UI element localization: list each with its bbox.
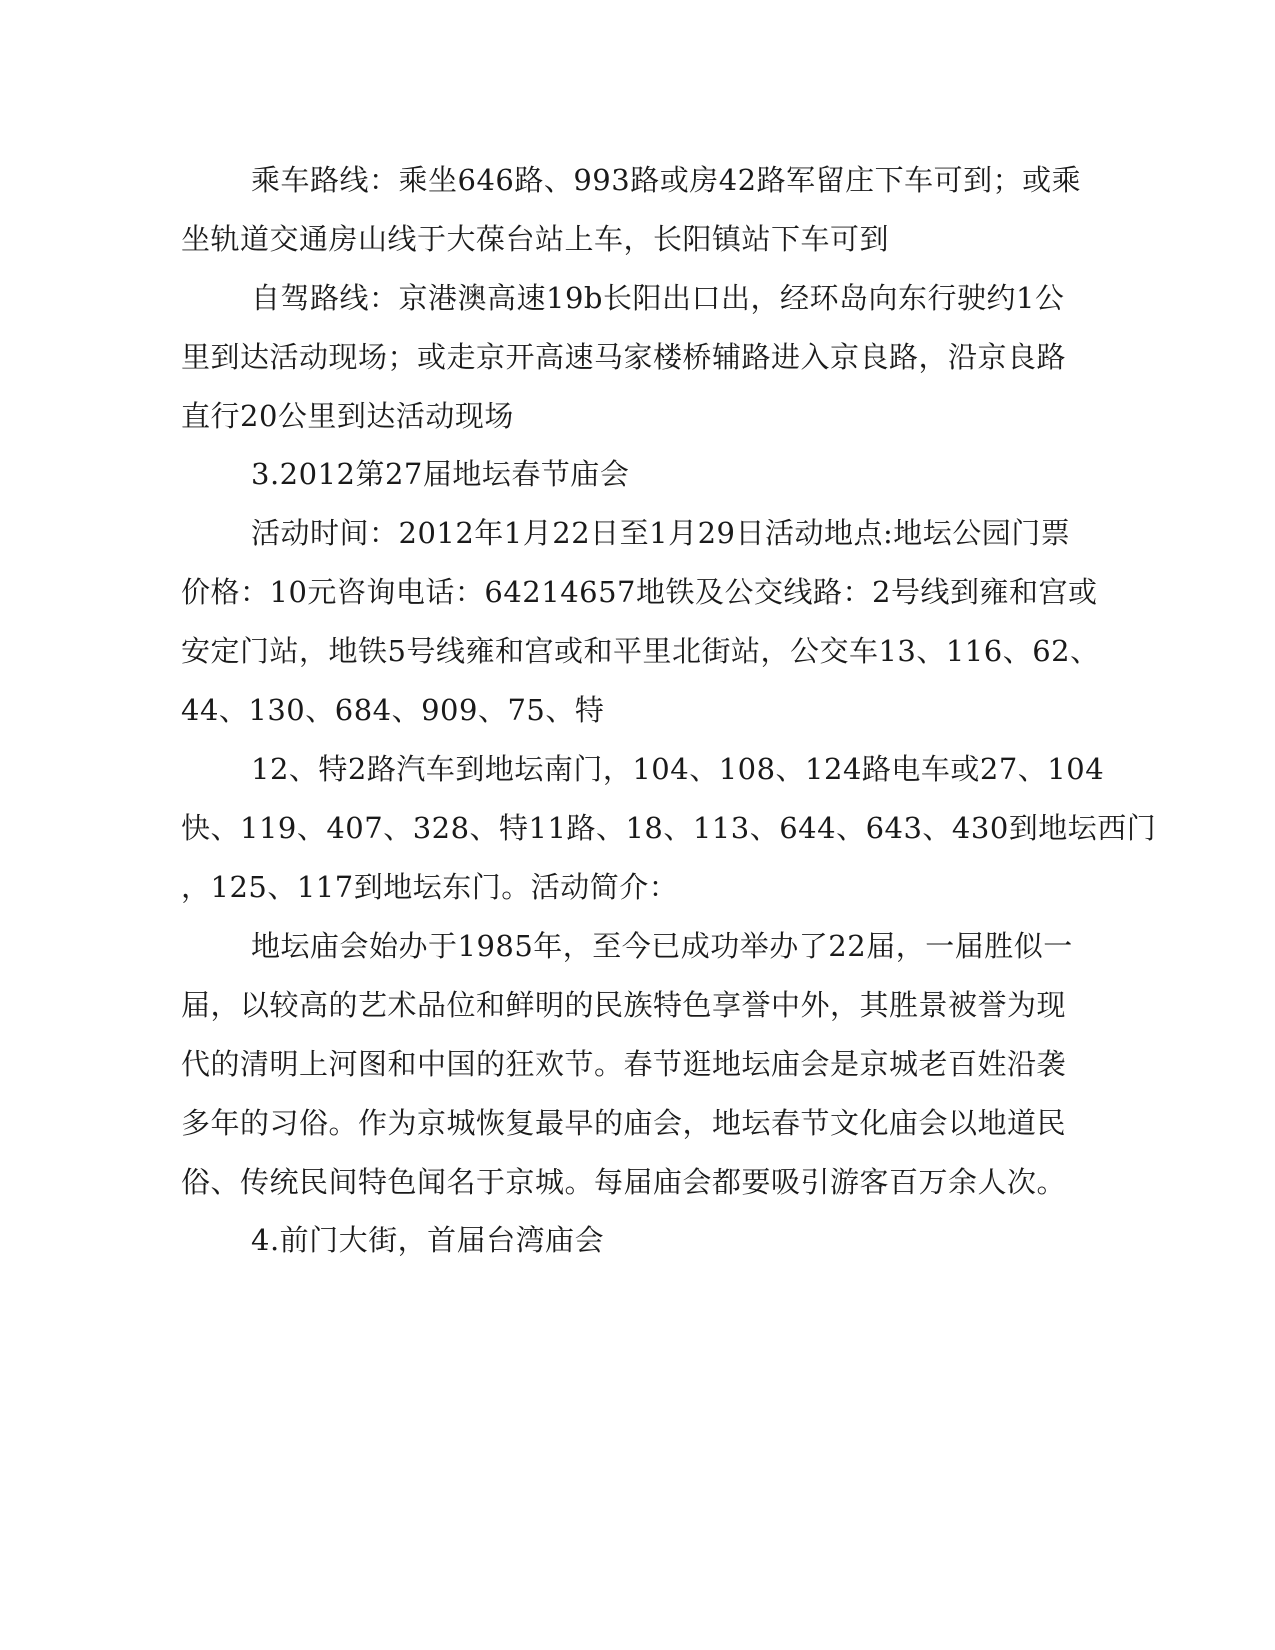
paragraph-driving-route-line-1: 自驾路线：京港澳高速19b长阳出口出，经环岛向东行驶约1公 (251, 281, 1065, 315)
paragraph-bus-routes-line-3: ，125、117到地坛东门。活动简介： (181, 870, 679, 904)
paragraph-driving-route-line-2: 里到达活动现场；或走京开高速马家楼桥辅路进入京良路，沿京良路 (181, 340, 1067, 374)
paragraph-event-intro-line-3: 代的清明上河图和中国的狂欢节。春节逛地坛庙会是京城老百姓沿袭 (181, 1047, 1067, 1081)
section-heading-ditan-temple-fair: 3.2012第27届地坛春节庙会 (251, 457, 630, 491)
paragraph-transit-route-line-1: 乘车路线：乘坐646路、993路或房42路军留庄下车可到；或乘 (251, 163, 1082, 197)
paragraph-event-info-line-2: 价格：10元咨询电话：64214657地铁及公交线路：2号线到雍和宫或 (181, 575, 1098, 609)
paragraph-event-intro-line-4: 多年的习俗。作为京城恢复最早的庙会，地坛春节文化庙会以地道民 (181, 1106, 1067, 1140)
paragraph-driving-route-line-3: 直行20公里到达活动现场 (181, 399, 514, 433)
paragraph-event-info-line-4: 44、130、684、909、75、特 (181, 693, 605, 727)
paragraph-bus-routes-line-1: 12、特2路汽车到地坛南门，104、108、124路电车或27、104 (251, 752, 1105, 786)
paragraph-event-intro-line-1: 地坛庙会始办于1985年，至今已成功举办了22届，一届胜似一 (251, 929, 1073, 963)
paragraph-event-intro-line-2: 届，以较高的艺术品位和鲜明的民族特色享誉中外，其胜景被誉为现 (181, 988, 1067, 1022)
section-heading-qianmen-taiwan-fair: 4.前门大街，首届台湾庙会 (251, 1223, 605, 1257)
paragraph-event-info-line-1: 活动时间：2012年1月22日至1月29日活动地点:地坛公园门票 (251, 516, 1071, 550)
paragraph-bus-routes-line-2: 快、119、407、328、特11路、18、113、644、643、430到地坛西门 (181, 811, 1157, 845)
paragraph-event-intro-line-5: 俗、传统民间特色闻名于京城。每届庙会都要吸引游客百万余人次。 (181, 1165, 1067, 1199)
paragraph-transit-route-line-2: 坐轨道交通房山线于大葆台站上车，长阳镇站下车可到 (181, 222, 890, 256)
paragraph-event-info-line-3: 安定门站，地铁5号线雍和宫或和平里北街站，公交车13、116、62、 (181, 634, 1100, 668)
